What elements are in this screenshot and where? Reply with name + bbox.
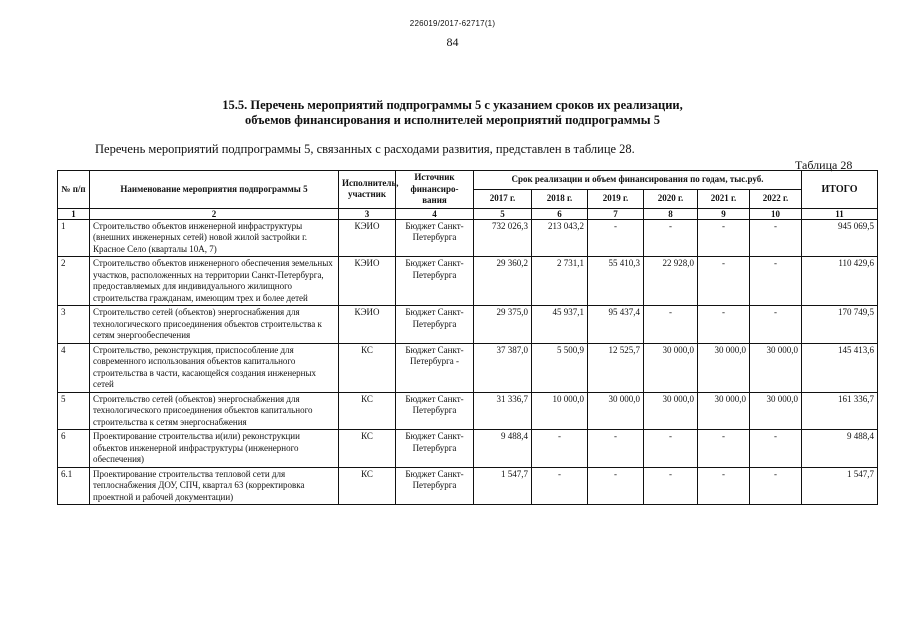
intro-paragraph: Перечень мероприятий подпрограммы 5, связанных с расходами развития, представлен в таблице 28. <box>95 142 635 156</box>
column-index-cell: 4 <box>396 208 474 219</box>
year-amount-cell: 5 500,9 <box>532 343 588 392</box>
row-number: 4 <box>58 343 90 392</box>
year-amount-cell: 30 000,0 <box>750 392 802 430</box>
year-amount-cell: 12 525,7 <box>588 343 644 392</box>
year-amount-cell: 45 937,1 <box>532 306 588 344</box>
source-cell: Бюджет Санкт-Петербурга <box>396 392 474 430</box>
section-heading <box>0 98 905 128</box>
year-amount-cell: - <box>750 306 802 344</box>
executor-cell: КС <box>339 467 396 505</box>
column-index-cell: 5 <box>474 208 532 219</box>
year-amount-cell: 29 360,2 <box>474 257 532 306</box>
executor-cell: КС <box>339 392 396 430</box>
header-name: Наименование мероприятия подпрограммы 5 <box>90 171 339 209</box>
year-amount-cell: 1 547,7 <box>474 467 532 505</box>
year-amount-cell: 30 000,0 <box>698 392 750 430</box>
year-amount-cell: - <box>750 430 802 468</box>
year-amount-cell: 37 387,0 <box>474 343 532 392</box>
year-amount-cell: - <box>532 430 588 468</box>
header-num: № п/п <box>58 171 90 209</box>
table-row <box>58 430 878 468</box>
source-cell: Бюджет Санкт-Петербурга <box>396 306 474 344</box>
year-amount-cell: - <box>750 467 802 505</box>
source-cell: Бюджет Санкт-Петербурга - <box>396 343 474 392</box>
year-amount-cell: 30 000,0 <box>588 392 644 430</box>
column-index-cell: 10 <box>750 208 802 219</box>
column-index-cell: 3 <box>339 208 396 219</box>
year-amount-cell: - <box>532 467 588 505</box>
header-year: 2022 г. <box>750 189 802 208</box>
table-row <box>58 219 878 257</box>
section-heading-line-1: 15.5. Перечень мероприятий подпрограммы 5 с указанием сроков их реализации, <box>222 98 683 112</box>
total-cell: 110 429,6 <box>802 257 878 306</box>
year-amount-cell: 213 043,2 <box>532 219 588 257</box>
source-cell: Бюджет Санкт-Петербурга <box>396 430 474 468</box>
year-amount-cell: 29 375,0 <box>474 306 532 344</box>
header-year: 2020 г. <box>644 189 698 208</box>
executor-cell: КЭИО <box>339 257 396 306</box>
source-cell: Бюджет Санкт-Петербурга <box>396 467 474 505</box>
executor-cell: КЭИО <box>339 306 396 344</box>
year-amount-cell: - <box>644 430 698 468</box>
executor-cell: КС <box>339 343 396 392</box>
activity-name: Строительство сетей (объектов) энергоснабжения для технологического присоединения объектов строительства к сетям энергообеспечения <box>90 306 339 344</box>
executor-cell: КС <box>339 430 396 468</box>
header-executor: Исполнитель, участник <box>339 171 396 209</box>
document-id: 226019/2017-62717(1) <box>409 19 496 28</box>
year-amount-cell: - <box>698 430 750 468</box>
row-number: 6 <box>58 430 90 468</box>
year-amount-cell: - <box>750 257 802 306</box>
header-source: Источник финансиро-вания <box>396 171 474 209</box>
activity-name: Проектирование строительства тепловой сети для теплоснабжения ДОУ, СПЧ, квартал 63 (корректировка проектной и рабочей документации) <box>90 467 339 505</box>
year-amount-cell: 31 336,7 <box>474 392 532 430</box>
year-amount-cell: 10 000,0 <box>532 392 588 430</box>
year-amount-cell: 2 731,1 <box>532 257 588 306</box>
header-year: 2019 г. <box>588 189 644 208</box>
year-amount-cell: - <box>750 219 802 257</box>
year-amount-cell: 30 000,0 <box>644 392 698 430</box>
table-row <box>58 257 878 306</box>
header-period: Срок реализации и объем финансирования по годам, тыс.руб. <box>474 171 802 190</box>
source-cell: Бюджет Санкт-Петербурга <box>396 219 474 257</box>
header-total: ИТОГО <box>802 171 878 209</box>
column-index-cell: 7 <box>588 208 644 219</box>
page-number: 84 <box>446 35 459 49</box>
year-amount-cell: - <box>698 306 750 344</box>
total-cell: 161 336,7 <box>802 392 878 430</box>
year-amount-cell: 732 026,3 <box>474 219 532 257</box>
year-amount-cell: 30 000,0 <box>750 343 802 392</box>
table-row <box>58 343 878 392</box>
column-index-cell: 8 <box>644 208 698 219</box>
year-amount-cell: 22 928,0 <box>644 257 698 306</box>
header-year: 2018 г. <box>532 189 588 208</box>
activity-name: Строительство сетей (объектов) энергоснабжения для технологического присоединения объектов капитального строительства к сетям энергоснабжения <box>90 392 339 430</box>
section-heading-line-2: объемов финансирования и исполнителей мероприятий подпрограммы 5 <box>245 113 660 127</box>
table-container <box>57 170 878 640</box>
header-year: 2017 г. <box>474 189 532 208</box>
year-amount-cell: - <box>588 467 644 505</box>
row-number: 3 <box>58 306 90 344</box>
table-row <box>58 306 878 344</box>
activity-name: Строительство, реконструкция, приспособление для современного использования объектов капитального строительства в части, касающейся создания инженерных сетей <box>90 343 339 392</box>
row-number: 2 <box>58 257 90 306</box>
column-index-cell: 9 <box>698 208 750 219</box>
table-row <box>58 467 878 505</box>
column-index-cell: 2 <box>90 208 339 219</box>
column-index-cell: 6 <box>532 208 588 219</box>
total-cell: 945 069,5 <box>802 219 878 257</box>
header-year: 2021 г. <box>698 189 750 208</box>
column-index-cell: 11 <box>802 208 878 219</box>
activity-name: Строительство объектов инженерного обеспечения земельных участков, расположенных на территории Санкт-Петербурга, предоставляемых для индивидуального жилищного строительства гражданам, имеющим трех и более детей <box>90 257 339 306</box>
year-amount-cell: - <box>698 257 750 306</box>
total-cell: 170 749,5 <box>802 306 878 344</box>
year-amount-cell: - <box>644 306 698 344</box>
activity-name: Проектирование строительства и(или) реконструкции объектов инженерной инфраструктуры (инженерного обеспечения) <box>90 430 339 468</box>
year-amount-cell: - <box>588 430 644 468</box>
year-amount-cell: - <box>698 219 750 257</box>
year-amount-cell: - <box>644 219 698 257</box>
year-amount-cell: 95 437,4 <box>588 306 644 344</box>
row-number: 1 <box>58 219 90 257</box>
year-amount-cell: - <box>588 219 644 257</box>
executor-cell: КЭИО <box>339 219 396 257</box>
source-cell: Бюджет Санкт-Петербурга <box>396 257 474 306</box>
activities-table <box>57 170 878 505</box>
table-row <box>58 392 878 430</box>
year-amount-cell: 30 000,0 <box>698 343 750 392</box>
year-amount-cell: - <box>698 467 750 505</box>
table-label: Таблица 28 <box>795 158 853 172</box>
total-cell: 145 413,6 <box>802 343 878 392</box>
year-amount-cell: 9 488,4 <box>474 430 532 468</box>
year-amount-cell: 30 000,0 <box>644 343 698 392</box>
year-amount-cell: 55 410,3 <box>588 257 644 306</box>
row-number: 5 <box>58 392 90 430</box>
total-cell: 1 547,7 <box>802 467 878 505</box>
column-index-cell: 1 <box>58 208 90 219</box>
year-amount-cell: - <box>644 467 698 505</box>
row-number: 6.1 <box>58 467 90 505</box>
total-cell: 9 488,4 <box>802 430 878 468</box>
activity-name: Строительство объектов инженерной инфраструктуры (внешних инженерных сетей) новой жилой застройки г. Красное Село (кварталы 10А, 7) <box>90 219 339 257</box>
